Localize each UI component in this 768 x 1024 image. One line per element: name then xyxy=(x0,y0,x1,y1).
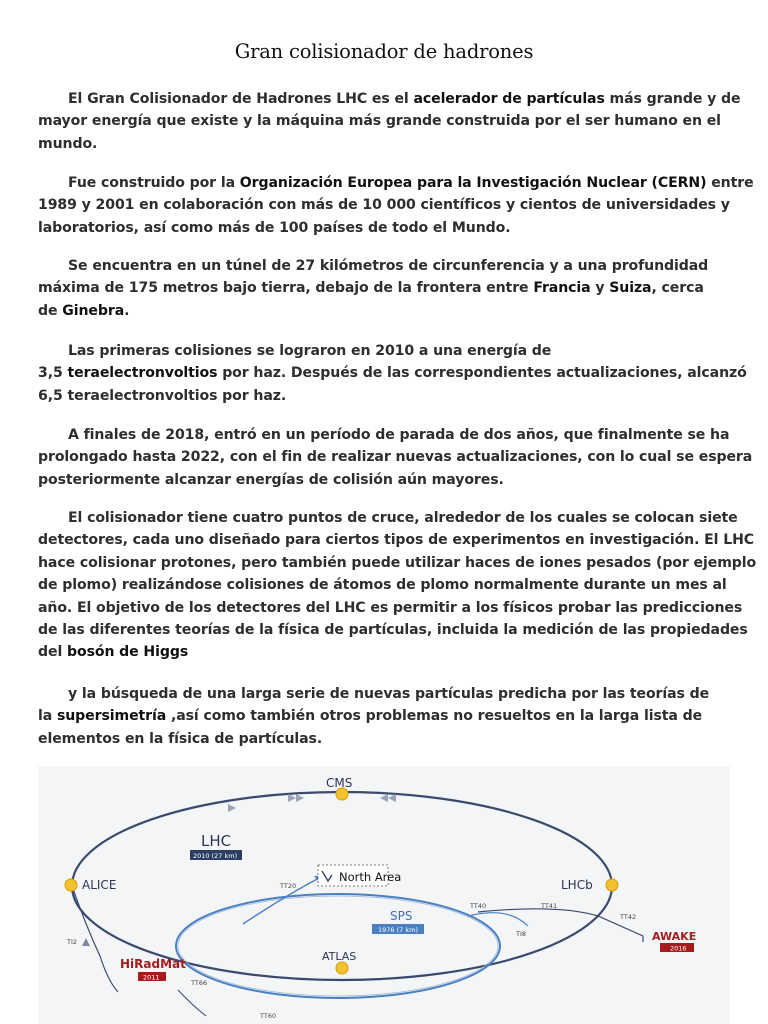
text-line xyxy=(38,110,738,132)
text-line xyxy=(38,362,747,384)
text-line xyxy=(38,277,738,299)
text-run: la xyxy=(38,708,57,725)
atlas-label: ATLAS xyxy=(322,950,357,963)
text-line xyxy=(38,424,738,446)
sps-sublabel: 1976 (7 km) xyxy=(378,926,418,934)
lhc-label: LHC xyxy=(201,832,232,850)
tt42-label: TT42 xyxy=(620,913,637,921)
text-run: entre xyxy=(706,175,754,191)
text-run: elementos en la física de partículas. xyxy=(38,730,323,747)
hiradmat-year: 2011 xyxy=(143,973,160,982)
text-run: A finales de 2018, entró en un período de parada de dos años, que finalmente se ha xyxy=(68,427,730,443)
alice-point xyxy=(65,879,77,891)
text-run: prolongado hasta 2022, con el fin de realizar nuevas actualizaciones, con lo cual se espera xyxy=(38,449,753,466)
text-line xyxy=(38,88,741,110)
text-run: Las primeras colisiones se lograron en 2010 a una energía de xyxy=(68,343,552,359)
text-run: del xyxy=(38,644,67,661)
text-line xyxy=(38,255,738,277)
cms-label: CMS xyxy=(326,776,353,790)
text-line xyxy=(38,194,738,216)
hiradmat-label: HiRadMat xyxy=(120,957,186,971)
text-line xyxy=(38,552,757,574)
text-run: posteriormente alcanzar energías de colisión aún mayores. xyxy=(38,471,504,488)
text-run: y la búsqueda de una larga serie de nuevas partículas predicha por las teorías de xyxy=(68,686,710,702)
linked-term[interactable]: acelerador de partículas xyxy=(413,91,605,107)
page-title: Gran colisionador de hadrones xyxy=(234,40,534,63)
awake-year: 2016 xyxy=(670,944,687,953)
lhc-accelerator-diagram xyxy=(38,766,730,1024)
tt41-label: TT41 xyxy=(541,902,558,910)
linked-term[interactable]: teraelectronvoltios xyxy=(67,365,218,382)
tt66-label: TT66 xyxy=(191,979,208,987)
text-line xyxy=(38,705,738,727)
text-run: laboratorios, así como más de 100 países de todo el Mundo. xyxy=(38,219,511,236)
tt20-label: TT20 xyxy=(280,882,297,890)
text-line xyxy=(38,133,738,155)
text-run: año. El objetivo de los detectores del LHC es permitir a los físicos probar las predicciones xyxy=(38,599,743,616)
ti2-line xyxy=(72,886,118,992)
text-run: mayor energía que existe y la máquina más grande construida por el ser humano en el xyxy=(38,113,721,130)
text-run: Se encuentra en un túnel de 27 kilómetros de circunferencia y a una profundidad xyxy=(68,258,709,274)
text-run: y xyxy=(590,280,610,297)
text-run: , cerca xyxy=(651,280,704,297)
linked-term[interactable]: Francia xyxy=(533,280,591,297)
text-run: 1989 y 2001 en colaboración con más de 10 000 científicos y cientos de universidades y xyxy=(38,197,730,214)
text-line xyxy=(38,300,738,322)
atlas-point xyxy=(336,962,348,974)
sps-label: SPS xyxy=(390,909,413,923)
paragraph-cern xyxy=(38,172,754,239)
paragraph-shutdown xyxy=(38,424,753,491)
ti2-label: TI2 xyxy=(67,938,78,946)
tt60-label: TT60 xyxy=(260,1012,277,1020)
text-line xyxy=(38,469,738,491)
alice-label: ALICE xyxy=(82,878,117,892)
text-run: Fue construido por la xyxy=(68,175,240,191)
text-run: por haz. Después de las correspondientes actualizaciones, alcanzó xyxy=(217,365,747,382)
linked-term[interactable]: Suiza xyxy=(609,280,652,297)
tt66-line xyxy=(178,990,206,1016)
linked-term[interactable]: bosón de Higgs xyxy=(67,644,189,661)
text-line xyxy=(38,574,738,596)
text-run: máxima de 175 metros bajo tierra, debajo de la frontera entre xyxy=(38,280,534,297)
text-line xyxy=(38,217,738,239)
tt40-label: TT40 xyxy=(470,902,487,910)
paragraph-supersymmetry xyxy=(38,683,738,750)
sps-ring xyxy=(176,894,500,998)
text-run: El Gran Colisionador de Hadrones LHC es el xyxy=(68,91,414,107)
text-line xyxy=(38,597,743,619)
lhc-sublabel: 2010 (27 km) xyxy=(193,852,238,860)
text-line xyxy=(38,340,738,362)
lhcb-label: LHCb xyxy=(561,878,593,892)
awake-label: AWAKE xyxy=(652,930,697,943)
text-run: 6,5 teraelectronvoltios por haz. xyxy=(38,387,287,404)
paragraph-detectors xyxy=(38,507,757,664)
text-run: El colisionador tiene cuatro puntos de cruce, alrededor de los cuales se colocan siete xyxy=(68,510,738,526)
text-run: de plomo) realizándose colisiones de átomos de plomo normalmente durante un mes al xyxy=(38,577,727,594)
text-line xyxy=(38,385,738,407)
linked-term[interactable]: Ginebra xyxy=(62,302,125,319)
text-line xyxy=(38,446,753,468)
text-line xyxy=(38,529,755,551)
paragraph-lhc-intro xyxy=(38,88,741,155)
text-run: ,así como también otros problemas no resueltos en la larga lista de xyxy=(166,708,703,725)
paragraph-tunnel xyxy=(38,255,738,322)
text-line xyxy=(38,728,738,750)
text-line xyxy=(38,683,738,705)
linked-term[interactable]: supersimetría xyxy=(56,708,167,725)
linked-term[interactable]: Organización Europea para la Investigación Nuclear (CERN) xyxy=(239,175,707,191)
text-run: mundo. xyxy=(38,135,98,152)
paragraph-first-collisions xyxy=(38,340,747,407)
text-line xyxy=(38,507,738,529)
text-run: 3,5 xyxy=(38,365,68,382)
text-run: hace colisionar protones, pero también puede utilizar haces de iones pesados (por ejemplo xyxy=(38,554,757,571)
lhcb-point xyxy=(606,879,618,891)
text-run: de las diferentes teorías de la física de partículas, incluida la medición de las propiedades xyxy=(38,622,748,639)
text-run: detectores, cada uno diseñado para ciertos tipos de experimentos en investigación. El LHC xyxy=(38,532,755,549)
text-line xyxy=(38,619,748,641)
text-run: de xyxy=(38,302,63,319)
text-run: . xyxy=(124,302,130,319)
text-line xyxy=(38,641,738,663)
north-area-label: North Area xyxy=(339,870,402,884)
text-line xyxy=(38,172,754,194)
text-run: más grande y de xyxy=(604,91,741,107)
ti8-label: TI8 xyxy=(516,930,527,938)
